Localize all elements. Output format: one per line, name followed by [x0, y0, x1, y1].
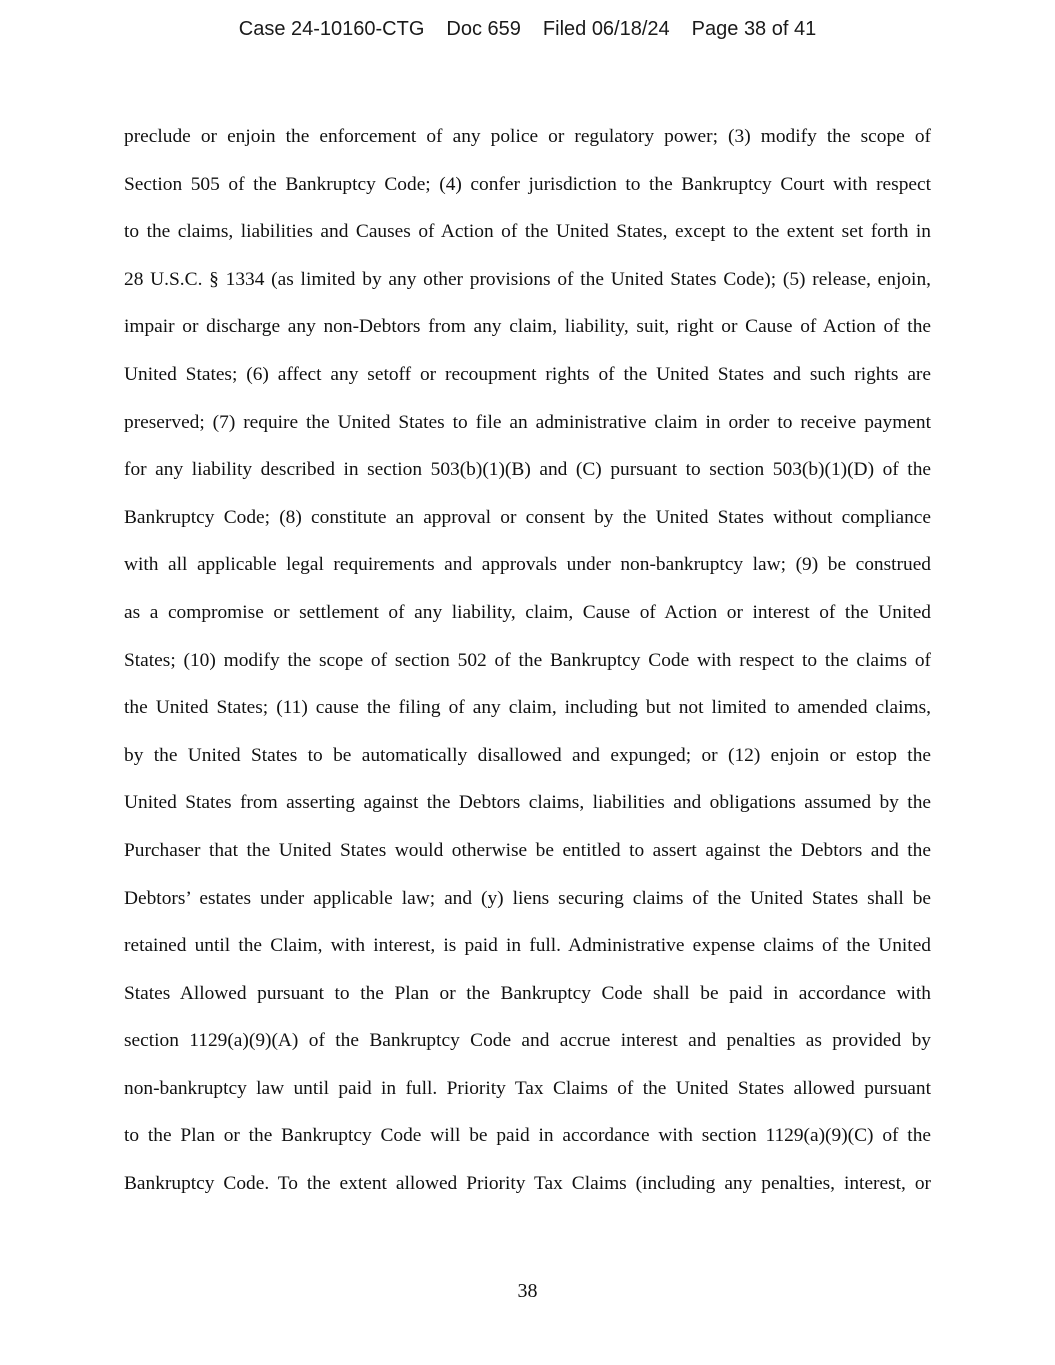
body-line: Purchaser that the United States would otherwise be entitled to assert against the Debtors and the: [124, 839, 931, 861]
body-line: non-bankruptcy law until paid in full. Priority Tax Claims of the United States allowed pursuant: [124, 1077, 931, 1099]
body-line: with all applicable legal requirements and approvals under non-bankruptcy law; (9) be construed: [124, 554, 931, 576]
body-line: impair or discharge any non-Debtors from any claim, liability, suit, right or Cause of Action of the: [124, 316, 931, 338]
body-line: States Allowed pursuant to the Plan or the Bankruptcy Code shall be paid in accordance with: [124, 982, 931, 1004]
page-number: 38: [517, 1280, 538, 1302]
body-line: Debtors’ estates under applicable law; and (y) liens securing claims of the United States shall be: [124, 887, 931, 909]
body-line: preserved; (7) require the United States to file an administrative claim in order to receive payment: [124, 411, 931, 433]
body-line: United States from asserting against the Debtors claims, liabilities and obligations assumed by the: [124, 792, 931, 814]
body-line: United States; (6) affect any setoff or recoupment rights of the United States and such rights are: [124, 363, 931, 385]
body-line: States; (10) modify the scope of section 502 of the Bankruptcy Code with respect to the claims of: [124, 649, 931, 671]
page-indicator: Page 38 of 41: [691, 18, 817, 40]
body-line: Section 505 of the Bankruptcy Code; (4) confer jurisdiction to the Bankruptcy Court with respect: [124, 173, 931, 195]
body-line: retained until the Claim, with interest, is paid in full. Administrative expense claims of the United: [124, 935, 931, 957]
body-line: for any liability described in section 503(b)(1)(B) and (C) pursuant to section 503(b)(1)(D) of the: [124, 459, 931, 481]
filing-header: [0, 18, 1055, 41]
body-line: as a compromise or settlement of any liability, claim, Cause of Action or interest of the United: [124, 601, 931, 623]
body-line: by the United States to be automatically disallowed and expunged; or (12) enjoin or estop the: [124, 744, 931, 766]
filed-date: Filed 06/18/24: [542, 18, 670, 40]
body-line: Bankruptcy Code; (8) constitute an approval or consent by the United States without compliance: [124, 506, 931, 528]
body-line: Bankruptcy Code. To the extent allowed Priority Tax Claims (including any penalties, interest, or: [124, 1173, 931, 1195]
body-line: 28 U.S.C. § 1334 (as limited by any other provisions of the United States Code); (5) release, enjoin,: [124, 268, 931, 290]
document-number: Doc 659: [446, 18, 521, 40]
document-body: [124, 119, 931, 1214]
body-line: to the Plan or the Bankruptcy Code will be paid in accordance with section 1129(a)(9)(C) of the: [124, 1125, 931, 1147]
case-number: Case 24-10160-CTG: [238, 18, 425, 40]
body-line: to the claims, liabilities and Causes of Action of the United States, except to the extent set forth in: [124, 221, 931, 243]
body-line: the United States; (11) cause the filing of any claim, including but not limited to amended claims,: [124, 697, 931, 719]
body-line: preclude or enjoin the enforcement of any police or regulatory power; (3) modify the scope of: [124, 126, 931, 147]
body-line: section 1129(a)(9)(A) of the Bankruptcy Code and accrue interest and penalties as provided by: [124, 1030, 931, 1052]
